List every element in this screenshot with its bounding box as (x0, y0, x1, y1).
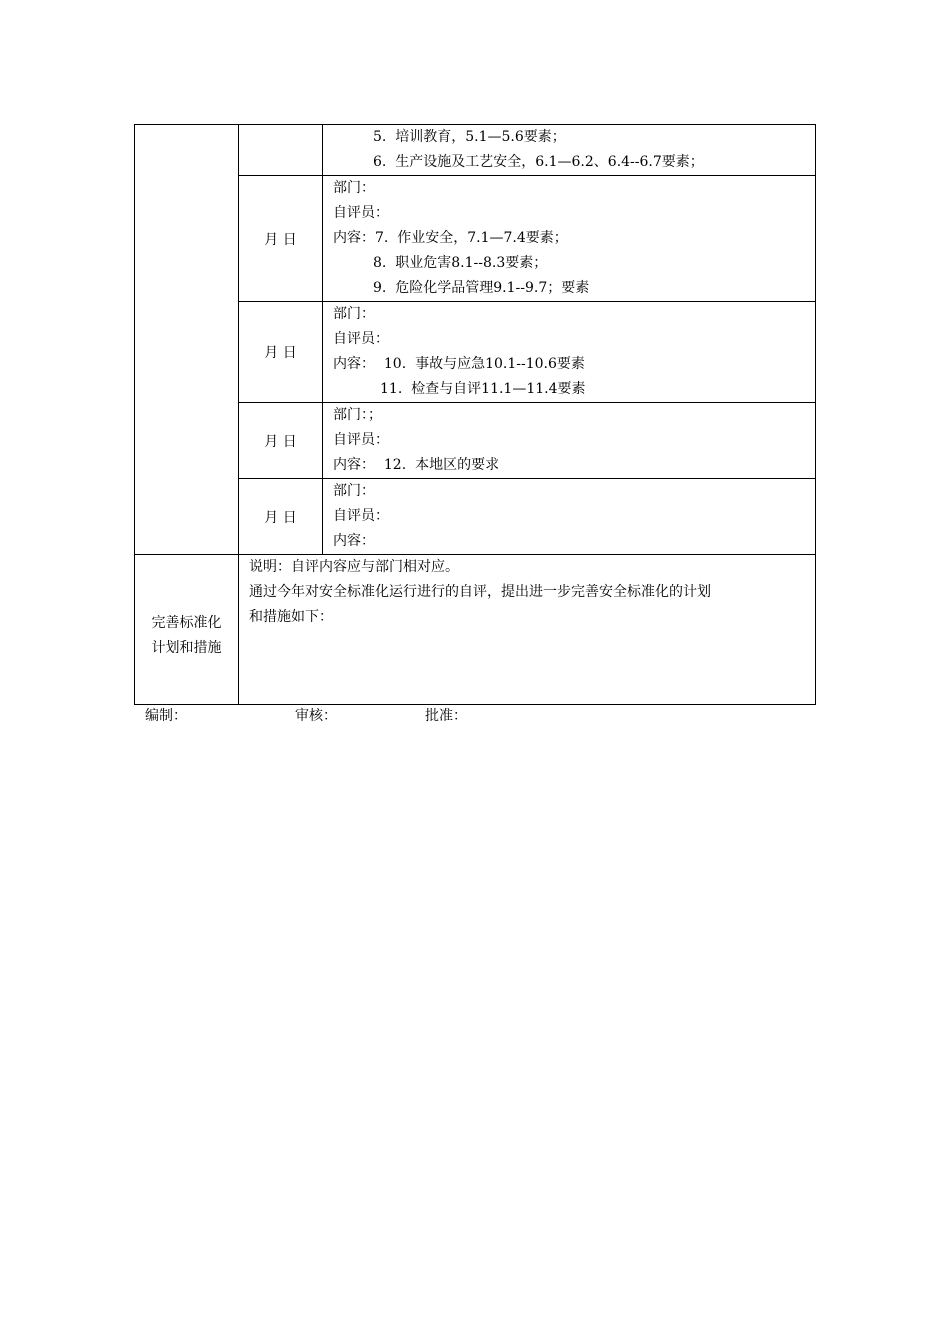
content-cell (323, 479, 816, 555)
content-cell (323, 403, 816, 479)
content-cell (323, 302, 816, 403)
content-line: 9. 危险化学品管理9.1--9.7；要素 (373, 280, 590, 296)
improvement-row (135, 555, 816, 705)
self-assessment-table (134, 124, 816, 705)
date-cell: 月 日 (239, 403, 323, 479)
signature-footer (145, 705, 745, 727)
reviewed-by-label: 审核： (295, 708, 337, 724)
table-row (135, 125, 816, 176)
date-cell: 月 日 (239, 302, 323, 403)
department-line: 部门： (333, 306, 375, 322)
content-line: 内容： (333, 533, 375, 549)
assessor-line: 自评员： (333, 432, 389, 448)
content-cell (323, 176, 816, 302)
improvement-note: 说明：自评内容应与部门相对应。 (249, 559, 459, 575)
content-line: 8. 职业危害8.1--8.3要素； (373, 255, 548, 271)
improvement-text: 通过今年对安全标准化运行进行的自评，提出进一步完善安全标准化的计划 (249, 584, 711, 600)
assessor-line: 自评员： (333, 508, 389, 524)
date-cell (239, 125, 323, 176)
content-cell (323, 125, 816, 176)
compiled-by-label: 编制： (145, 708, 187, 724)
content-line: 内容： 10. 事故与应急10.1--10.6要素 (333, 356, 585, 372)
content-line: 11. 检查与自评11.1—11.4要素 (380, 381, 586, 397)
approved-by-label: 批准： (425, 708, 467, 724)
content-line: 6. 生产设施及工艺安全，6.1—6.2、6.4--6.7要素； (373, 154, 704, 170)
department-line: 部门：； (333, 407, 382, 423)
improvement-text: 和措施如下： (249, 609, 333, 625)
assessor-line: 自评员： (333, 205, 389, 221)
date-cell: 月 日 (239, 479, 323, 555)
date-cell: 月 日 (239, 176, 323, 302)
content-line: 内容： 12. 本地区的要求 (333, 457, 500, 473)
content-line: 内容：7. 作业安全，7.1—7.4要素； (333, 230, 568, 246)
improvement-label: 完善标准化 计划和措施 (135, 555, 239, 705)
department-line: 部门： (333, 180, 375, 196)
improvement-content (239, 555, 816, 705)
section-label-empty (135, 125, 239, 555)
department-line: 部门： (333, 483, 375, 499)
assessor-line: 自评员： (333, 331, 389, 347)
content-line: 5. 培训教育，5.1—5.6要素； (373, 129, 566, 145)
